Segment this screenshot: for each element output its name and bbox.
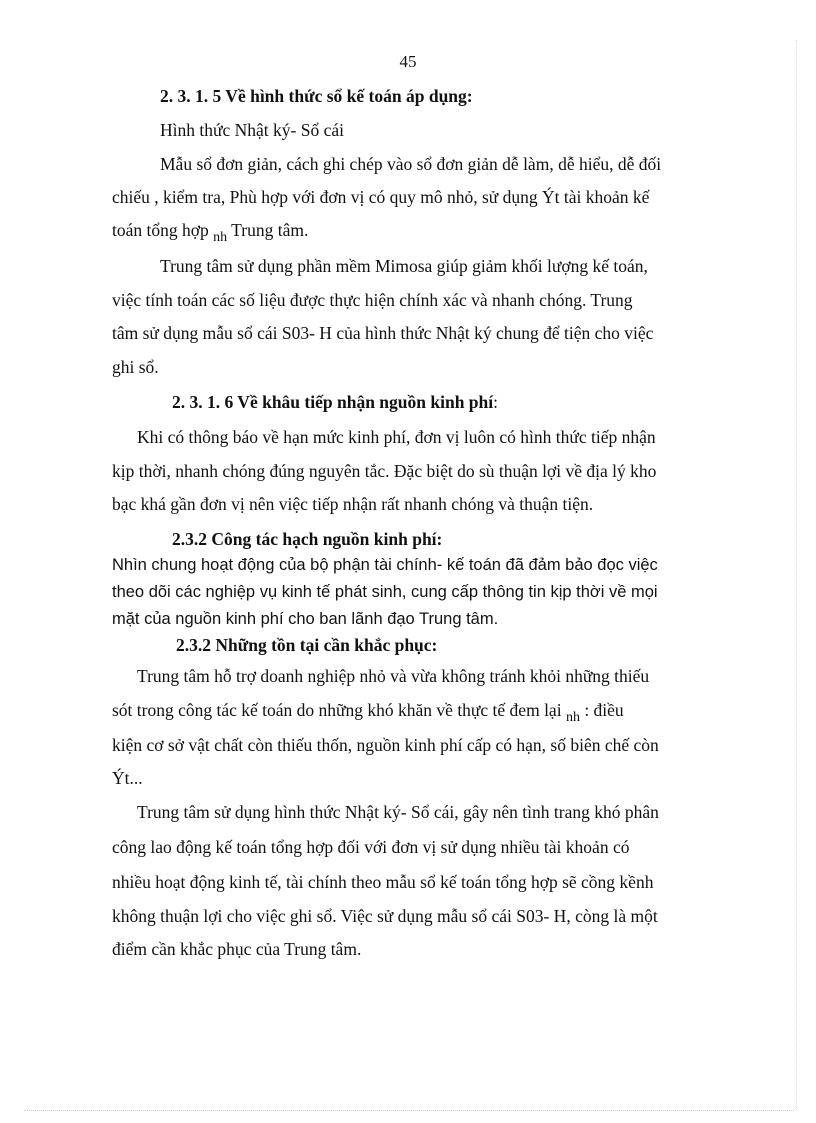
subscript-nh: nh	[565, 710, 580, 725]
text-line: Ýt...	[112, 768, 143, 788]
text-line	[112, 219, 308, 244]
section-heading-2-3-2: 2.3.2 Công tác hạch nguồn kinh phí:	[172, 529, 443, 549]
heading-colon: :	[493, 392, 499, 412]
text-line: Trung tâm sử dụng phần mềm Mimosa giúp giảm khối lượng kế toán,	[160, 256, 648, 276]
text-line: Trung tâm sử dụng hình thức Nhật ký- Sổ cái, gây nên tình trang khó phân	[137, 802, 659, 822]
text-line: mặt của nguồn kinh phí cho ban lãnh đạo Trung tâm.	[112, 610, 499, 628]
text-line: kịp thời, nhanh chóng đúng nguyên tắc. Đặc biệt do sù thuận lợi về địa lý kho	[112, 461, 657, 481]
section-heading-2-3-2-ton-tai: 2.3.2 Những tồn tại cần khắc phục:	[176, 635, 438, 655]
text-line: tâm sử dụng mẫu sổ cái S03- H của hình thức Nhật ký chung để tiện cho việc	[112, 323, 654, 343]
heading-text: 2. 3. 1. 6 Về khâu tiếp nhận nguồn kinh phí	[172, 392, 494, 412]
text-line: Trung tâm hỗ trợ doanh nghiệp nhỏ và vừa không tránh khỏi những thiếu	[137, 666, 650, 686]
text-line: nhiều hoạt động kinh tế, tài chính theo mẫu sổ kế toán tổng hợp sẽ cồng kềnh	[112, 872, 654, 892]
text-line: Nhìn chung hoạt động của bộ phận tài chính- kế toán đã đảm bảo đọc việc	[112, 556, 658, 574]
text-line: Mẫu sổ đơn giản, cách ghi chép vào sổ đơn giản dễ làm, dễ hiểu, dễ đối	[160, 154, 662, 174]
text-line: Hình thức Nhật ký- Sổ cái	[160, 120, 344, 140]
subscript-nh: nh	[213, 230, 228, 245]
section-heading-2-3-1-5: 2. 3. 1. 5 Về hình thức sổ kế toán áp dụng:	[160, 86, 473, 106]
text-line: theo dõi các nghiệp vụ kinh tế phát sinh, cung cấp thông tin kịp thời về mọi	[112, 583, 658, 601]
page-border-bottom	[24, 1110, 794, 1111]
text-line: công lao động kế toán tổng hợp đối với đơn vị sử dụng nhiều tài khoản có	[112, 837, 630, 857]
page-border-right	[796, 40, 797, 1110]
section-heading-2-3-1-6	[172, 391, 498, 413]
text-line: ghi sổ.	[112, 357, 159, 377]
text-line: không thuận lợi cho việc ghi sổ. Việc sử dụng mẫu sổ cái S03- H, còng là một	[112, 906, 658, 926]
text-fragment: : điều	[579, 700, 624, 720]
text-line: việc tính toán các số liệu được thực hiện chính xác và nhanh chóng. Trung	[112, 290, 633, 310]
text-fragment: toán tổng hợp	[112, 220, 214, 240]
page-number: 45	[399, 52, 417, 71]
text-line	[112, 699, 624, 724]
text-line: kiện cơ sở vật chất còn thiếu thốn, nguồn kinh phí cấp có hạn, số biên chế còn	[112, 735, 659, 755]
text-line: chiếu , kiểm tra, Phù hợp với đơn vị có quy mô nhỏ, sử dụng Ýt tài khoản kế	[112, 187, 650, 207]
text-fragment: Trung tâm.	[227, 220, 309, 240]
text-fragment: sót trong công tác kế toán do những khó khăn về thực tế đem lại	[112, 700, 566, 720]
text-line: điểm cần khắc phục của Trung tâm.	[112, 939, 362, 959]
text-line: Khi có thông báo về hạn mức kinh phí, đơn vị luôn có hình thức tiếp nhận	[137, 427, 656, 447]
text-line: bạc khá gần đơn vị nên việc tiếp nhận rất nhanh chóng và thuận tiện.	[112, 494, 594, 514]
